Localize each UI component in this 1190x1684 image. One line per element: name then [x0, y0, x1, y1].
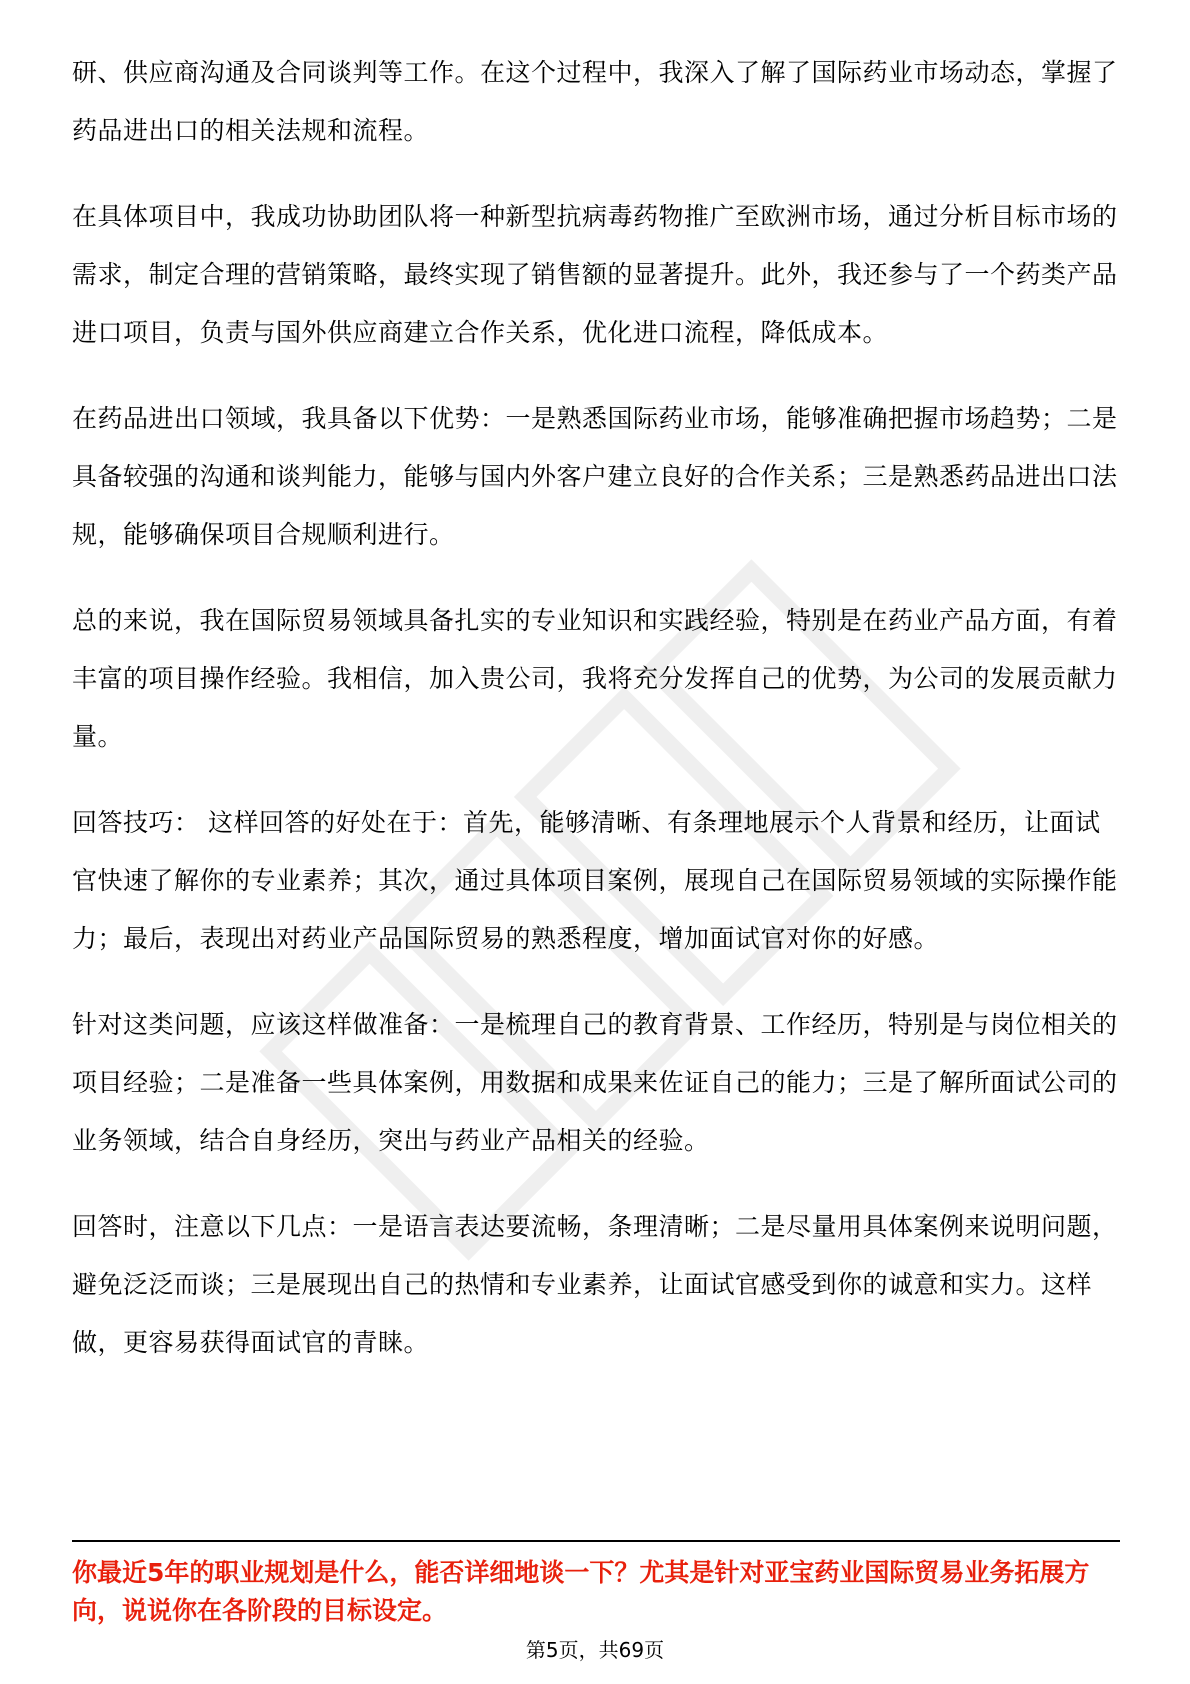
page-number: 第5页，共69页	[525, 1638, 665, 1662]
paragraph: 总的来说，我在国际贸易领域具备扎实的专业知识和实践经验，特别是在药业产品方面，有着丰富的项目操作经验。我相信，加入贵公司，我将充分发挥自己的优势，为公司的发展贡献力量。	[72, 606, 1118, 751]
paragraph: 回答技巧： 这样回答的好处在于：首先，能够清晰、有条理地展示个人背景和经历，让面试官快速了解你的专业素养；其次，通过具体项目案例，展现自己在国际贸易领域的实际操作能力；最后，表现出对药业产品国际贸易的熟悉程度，增加面试官对你的好感。	[72, 808, 1118, 953]
paragraph: 在药品进出口领域，我具备以下优势：一是熟悉国际药业市场，能够准确把握市场趋势；二是具备较强的沟通和谈判能力，能够与国内外客户建立良好的合作关系；三是熟悉药品进出口法规，能够确保项目合规顺利进行。	[72, 404, 1118, 549]
paragraph: 研、供应商沟通及合同谈判等工作。在这个过程中，我深入了解了国际药业市场动态，掌握了药品进出口的相关法规和流程。	[72, 58, 1118, 145]
paragraph: 回答时，注意以下几点：一是语言表达要流畅，条理清晰；二是尽量用具体案例来说明问题，避免泛泛而谈；三是展现出自己的热情和专业素养，让面试官感受到你的诚意和实力。这样做，更容易获得面试官的青睐。	[72, 1212, 1118, 1357]
paragraph: 在具体项目中，我成功协助团队将一种新型抗病毒药物推广至欧洲市场，通过分析目标市场的需求，制定合理的营销策略，最终实现了销售额的显著提升。此外，我还参与了一个药类产品进口项目，负责与国外供应商建立合作关系，优化进口流程，降低成本。	[72, 202, 1118, 347]
interview-question: 你最近5年的职业规划是什么，能否详细地谈一下？尤其是针对亚宝药业国际贸易业务拓展方向，说说你在各阶段的目标设定。	[72, 1558, 1090, 1625]
article-body	[72, 44, 1122, 1372]
section-divider	[72, 1540, 1120, 1542]
paragraph: 针对这类问题，应该这样做准备：一是梳理自己的教育背景、工作经历，特别是与岗位相关的项目经验；二是准备一些具体案例，用数据和成果来佐证自己的能力；三是了解所面试公司的业务领域，结合自身经历，突出与药业产品相关的经验。	[72, 1010, 1118, 1155]
